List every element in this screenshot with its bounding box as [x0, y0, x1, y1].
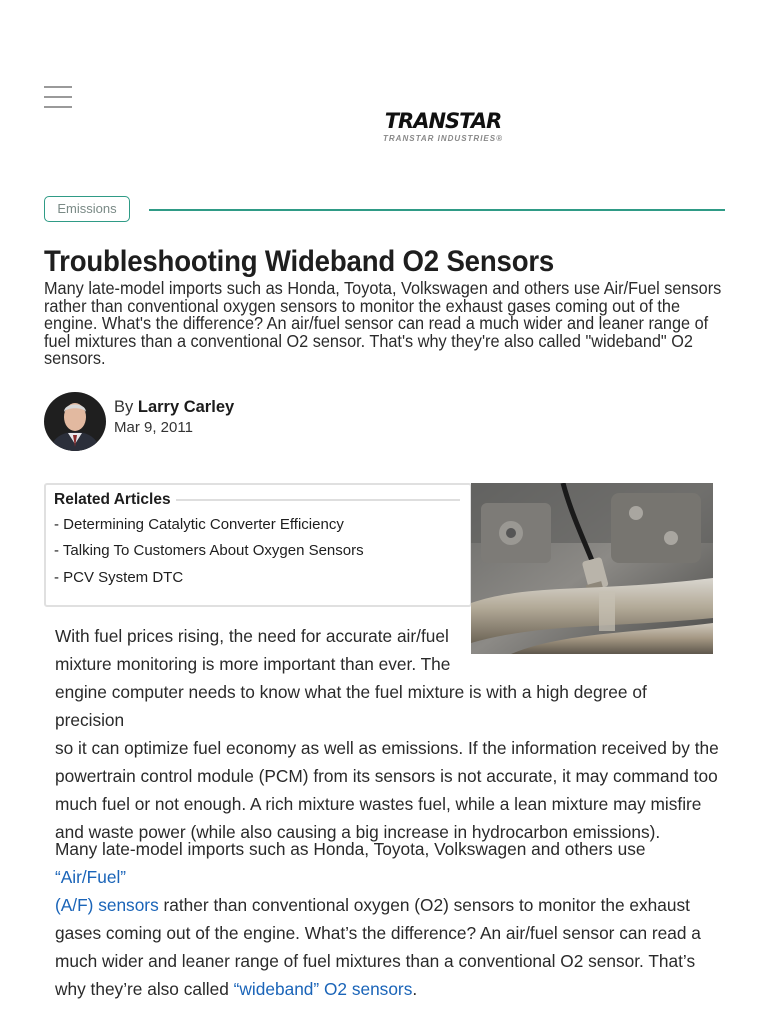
logo-wordmark: TRANSTAR	[384, 109, 502, 133]
body-text: why they’re also called	[55, 979, 234, 999]
related-articles-rule	[176, 499, 460, 501]
wideband-o2-sensors-link[interactable]: “wideband” O2 sensors	[233, 979, 413, 999]
body-paragraph	[55, 835, 720, 1003]
air-fuel-sensors-link[interactable]: (A/F) sensors	[55, 895, 159, 915]
body-text: .	[412, 979, 418, 999]
body-line: much wider and leaner range of fuel mixtures than a conventional O2 sensor. That’s	[55, 951, 696, 971]
body-line: much fuel or not enough. A rich mixture wastes fuel, while a lean mixture may misfire	[55, 794, 702, 814]
related-article-link[interactable]: - PCV System DTC	[54, 569, 184, 586]
category-tag[interactable]: Emissions	[44, 196, 130, 222]
publish-date: Mar 9, 2011	[114, 419, 193, 436]
hamburger-menu-icon[interactable]	[44, 86, 72, 108]
transtar-logo[interactable]	[352, 108, 534, 144]
body-line: gases coming out of the engine. What’s the difference? An air/fuel sensor can read a	[55, 923, 701, 943]
body-text: rather than conventional oxygen (O2) sensors to monitor the exhaust	[158, 895, 690, 915]
body-line: powertrain control module (PCM) from its sensors is not accurate, it may command too	[55, 766, 718, 786]
related-articles-title: Related Articles	[54, 491, 171, 508]
body-line: With fuel prices rising, the need for accurate air/fuel	[55, 626, 449, 646]
body-line: engine computer needs to know what the fuel mixture is with a high degree of precision	[55, 682, 647, 730]
body-line: mixture monitoring is more important than ever. The	[55, 654, 451, 674]
body-line	[55, 835, 720, 891]
byline	[114, 398, 234, 417]
body-line: so it can optimize fuel economy as well as emissions. If the information received by the	[55, 738, 719, 758]
logo-subtext: TRANSTAR INDUSTRIES®	[383, 134, 503, 143]
air-fuel-sensors-link[interactable]: “Air/Fuel”	[55, 867, 127, 887]
body-text: Many late-model imports such as Honda, Toyota, Volkswagen and others use	[55, 839, 646, 859]
author-avatar[interactable]	[44, 392, 106, 451]
related-article-link[interactable]: - Determining Catalytic Converter Efficiency	[54, 516, 344, 533]
article-dek: Many late-model imports such as Honda, Toyota, Volkswagen and others use Air/Fuel sensors rather than conventional oxygen sensors to monitor the exhaust gases coming out of the engine. What's the difference? An air/fuel sensor can read a much wider and leaner range of fuel mixtures than a conventional O2 sensor. That's why they're also called "wideband" O2 sensors.	[44, 278, 722, 368]
body-paragraph	[55, 622, 720, 846]
article-title: Troubleshooting Wideband O2 Sensors	[44, 245, 555, 278]
category-divider	[149, 209, 725, 211]
related-article-link[interactable]: - Talking To Customers About Oxygen Sensors	[54, 542, 364, 559]
body-line	[55, 975, 720, 1003]
author-name[interactable]: Larry Carley	[137, 398, 235, 416]
byline-prefix: By	[114, 398, 134, 416]
body-line	[55, 891, 720, 919]
body-line: and waste power (while also causing a big increase in hydrocarbon emissions).	[55, 822, 661, 842]
